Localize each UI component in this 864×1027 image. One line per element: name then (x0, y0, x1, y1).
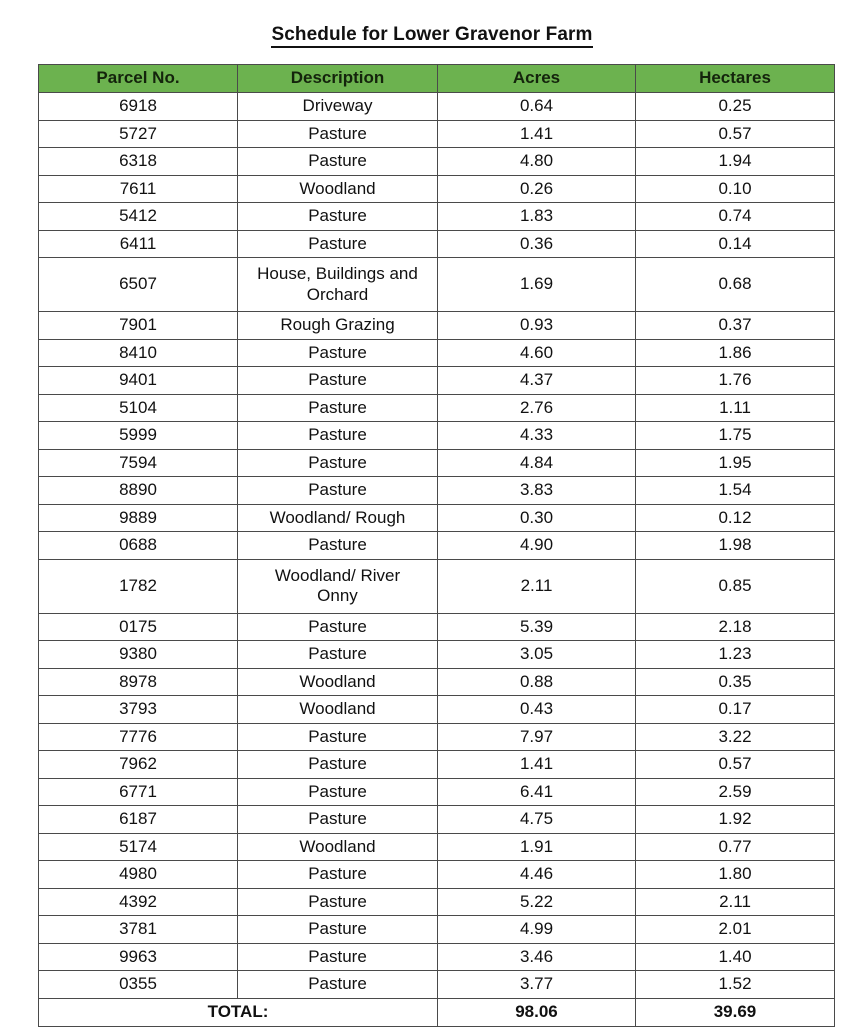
cell-parcel-no: 0688 (39, 532, 238, 560)
cell-acres: 4.99 (438, 916, 636, 944)
table-row (39, 148, 835, 176)
cell-parcel-no: 6918 (39, 93, 238, 121)
cell-description: Woodland (238, 175, 438, 203)
cell-description: Pasture (238, 148, 438, 176)
cell-acres: 6.41 (438, 778, 636, 806)
table-row (39, 175, 835, 203)
cell-description: Pasture (238, 120, 438, 148)
cell-parcel-no: 6318 (39, 148, 238, 176)
cell-description: Pasture (238, 888, 438, 916)
cell-parcel-no: 9401 (39, 367, 238, 395)
schedule-table (38, 64, 835, 1027)
cell-acres: 7.97 (438, 723, 636, 751)
cell-acres: 3.83 (438, 477, 636, 505)
cell-parcel-no: 5104 (39, 394, 238, 422)
cell-hectares: 1.92 (636, 806, 835, 834)
cell-description: Pasture (238, 943, 438, 971)
cell-hectares: 0.17 (636, 696, 835, 724)
cell-description: Pasture (238, 449, 438, 477)
cell-description-line-2: Onny (317, 586, 358, 605)
total-label: TOTAL: (39, 998, 438, 1026)
page-title-text: Schedule for Lower Gravenor Farm (271, 24, 592, 48)
table-row (39, 339, 835, 367)
table-row (39, 394, 835, 422)
cell-hectares: 1.86 (636, 339, 835, 367)
cell-hectares: 2.11 (636, 888, 835, 916)
cell-acres: 3.77 (438, 971, 636, 999)
cell-description: Driveway (238, 93, 438, 121)
cell-hectares: 1.94 (636, 148, 835, 176)
cell-hectares: 0.35 (636, 668, 835, 696)
cell-description: Pasture (238, 971, 438, 999)
cell-description: Pasture (238, 641, 438, 669)
cell-hectares: 1.75 (636, 422, 835, 450)
cell-hectares: 0.37 (636, 312, 835, 340)
cell-parcel-no: 7776 (39, 723, 238, 751)
table-row (39, 888, 835, 916)
cell-acres: 4.84 (438, 449, 636, 477)
cell-hectares: 1.52 (636, 971, 835, 999)
table-body (39, 93, 835, 1027)
table-row (39, 532, 835, 560)
cell-acres: 0.93 (438, 312, 636, 340)
cell-description (238, 559, 438, 613)
cell-description: Pasture (238, 422, 438, 450)
cell-description: Woodland (238, 696, 438, 724)
cell-acres: 5.39 (438, 613, 636, 641)
table-row (39, 806, 835, 834)
page-title (0, 24, 864, 46)
cell-parcel-no: 6187 (39, 806, 238, 834)
cell-hectares: 0.57 (636, 120, 835, 148)
cell-parcel-no: 6411 (39, 230, 238, 258)
table-header (39, 65, 835, 93)
cell-description: Pasture (238, 778, 438, 806)
cell-hectares: 1.80 (636, 861, 835, 889)
cell-parcel-no: 7594 (39, 449, 238, 477)
cell-description: Rough Grazing (238, 312, 438, 340)
cell-description: Pasture (238, 861, 438, 889)
table-row (39, 367, 835, 395)
cell-parcel-no: 9963 (39, 943, 238, 971)
table-row (39, 668, 835, 696)
cell-acres: 3.05 (438, 641, 636, 669)
table-row (39, 696, 835, 724)
cell-description: Woodland/ Rough (238, 504, 438, 532)
cell-hectares: 0.68 (636, 258, 835, 312)
cell-parcel-no: 0355 (39, 971, 238, 999)
cell-acres: 0.64 (438, 93, 636, 121)
cell-hectares: 0.74 (636, 203, 835, 231)
table-row (39, 559, 835, 613)
cell-description: Pasture (238, 806, 438, 834)
table-row (39, 943, 835, 971)
cell-hectares: 2.01 (636, 916, 835, 944)
table-row (39, 778, 835, 806)
cell-hectares: 1.40 (636, 943, 835, 971)
cell-parcel-no: 4980 (39, 861, 238, 889)
column-header-acres: Acres (438, 65, 636, 93)
cell-acres: 1.83 (438, 203, 636, 231)
total-hectares: 39.69 (636, 998, 835, 1026)
cell-parcel-no: 9380 (39, 641, 238, 669)
table-row (39, 258, 835, 312)
cell-acres: 1.41 (438, 751, 636, 779)
cell-parcel-no: 5727 (39, 120, 238, 148)
cell-acres: 0.36 (438, 230, 636, 258)
table-row (39, 422, 835, 450)
table-row (39, 613, 835, 641)
cell-acres: 4.60 (438, 339, 636, 367)
cell-parcel-no: 8978 (39, 668, 238, 696)
table-header-row (39, 65, 835, 93)
total-acres: 98.06 (438, 998, 636, 1026)
cell-hectares: 1.95 (636, 449, 835, 477)
cell-parcel-no: 6507 (39, 258, 238, 312)
cell-description: Pasture (238, 394, 438, 422)
cell-hectares: 2.59 (636, 778, 835, 806)
cell-description-line-2: Orchard (306, 284, 369, 304)
table-row (39, 861, 835, 889)
cell-acres: 0.30 (438, 504, 636, 532)
cell-hectares: 2.18 (636, 613, 835, 641)
cell-hectares: 1.98 (636, 532, 835, 560)
table-row (39, 916, 835, 944)
table-row (39, 312, 835, 340)
table-row (39, 203, 835, 231)
cell-description: Woodland (238, 668, 438, 696)
column-header-hectares: Hectares (636, 65, 835, 93)
cell-acres: 0.26 (438, 175, 636, 203)
cell-description: Pasture (238, 203, 438, 231)
cell-acres: 0.88 (438, 668, 636, 696)
cell-parcel-no: 3793 (39, 696, 238, 724)
table-row (39, 120, 835, 148)
table-row (39, 751, 835, 779)
cell-parcel-no: 5999 (39, 422, 238, 450)
cell-parcel-no: 7901 (39, 312, 238, 340)
cell-hectares: 3.22 (636, 723, 835, 751)
table-row (39, 449, 835, 477)
cell-acres: 5.22 (438, 888, 636, 916)
table-row (39, 230, 835, 258)
cell-description: Pasture (238, 367, 438, 395)
cell-parcel-no: 6771 (39, 778, 238, 806)
cell-hectares: 0.14 (636, 230, 835, 258)
cell-hectares: 1.76 (636, 367, 835, 395)
cell-parcel-no: 8410 (39, 339, 238, 367)
cell-acres: 4.90 (438, 532, 636, 560)
cell-description: Pasture (238, 751, 438, 779)
cell-acres: 1.41 (438, 120, 636, 148)
cell-parcel-no: 8890 (39, 477, 238, 505)
cell-hectares: 1.11 (636, 394, 835, 422)
table-row (39, 723, 835, 751)
cell-description: Pasture (238, 477, 438, 505)
column-header-description: Description (238, 65, 438, 93)
cell-description-line-1: Woodland/ River (274, 565, 401, 585)
table-row (39, 971, 835, 999)
cell-description (238, 258, 438, 312)
cell-acres: 4.33 (438, 422, 636, 450)
cell-parcel-no: 5174 (39, 833, 238, 861)
table-row (39, 641, 835, 669)
cell-acres: 3.46 (438, 943, 636, 971)
cell-description: Pasture (238, 532, 438, 560)
cell-acres: 1.69 (438, 258, 636, 312)
table-row (39, 93, 835, 121)
cell-hectares: 1.23 (636, 641, 835, 669)
cell-acres: 4.80 (438, 148, 636, 176)
cell-parcel-no: 3781 (39, 916, 238, 944)
cell-hectares: 1.54 (636, 477, 835, 505)
cell-description: Pasture (238, 339, 438, 367)
cell-description: Pasture (238, 916, 438, 944)
cell-description: Pasture (238, 613, 438, 641)
table-total-row (39, 998, 835, 1026)
cell-parcel-no: 9889 (39, 504, 238, 532)
cell-parcel-no: 7962 (39, 751, 238, 779)
cell-acres: 2.11 (438, 559, 636, 613)
column-header-parcel-no: Parcel No. (39, 65, 238, 93)
cell-parcel-no: 0175 (39, 613, 238, 641)
cell-hectares: 0.77 (636, 833, 835, 861)
cell-hectares: 0.85 (636, 559, 835, 613)
cell-acres: 4.37 (438, 367, 636, 395)
cell-acres: 4.75 (438, 806, 636, 834)
cell-description: Pasture (238, 723, 438, 751)
cell-description: Woodland (238, 833, 438, 861)
cell-hectares: 0.57 (636, 751, 835, 779)
cell-hectares: 0.12 (636, 504, 835, 532)
cell-parcel-no: 1782 (39, 559, 238, 613)
cell-description-line-1: House, Buildings and (257, 264, 418, 284)
table-row (39, 504, 835, 532)
cell-description: Pasture (238, 230, 438, 258)
cell-hectares: 0.10 (636, 175, 835, 203)
cell-acres: 0.43 (438, 696, 636, 724)
cell-parcel-no: 7611 (39, 175, 238, 203)
cell-parcel-no: 4392 (39, 888, 238, 916)
table-row (39, 833, 835, 861)
table-row (39, 477, 835, 505)
cell-parcel-no: 5412 (39, 203, 238, 231)
cell-acres: 2.76 (438, 394, 636, 422)
cell-hectares: 0.25 (636, 93, 835, 121)
cell-acres: 1.91 (438, 833, 636, 861)
cell-acres: 4.46 (438, 861, 636, 889)
